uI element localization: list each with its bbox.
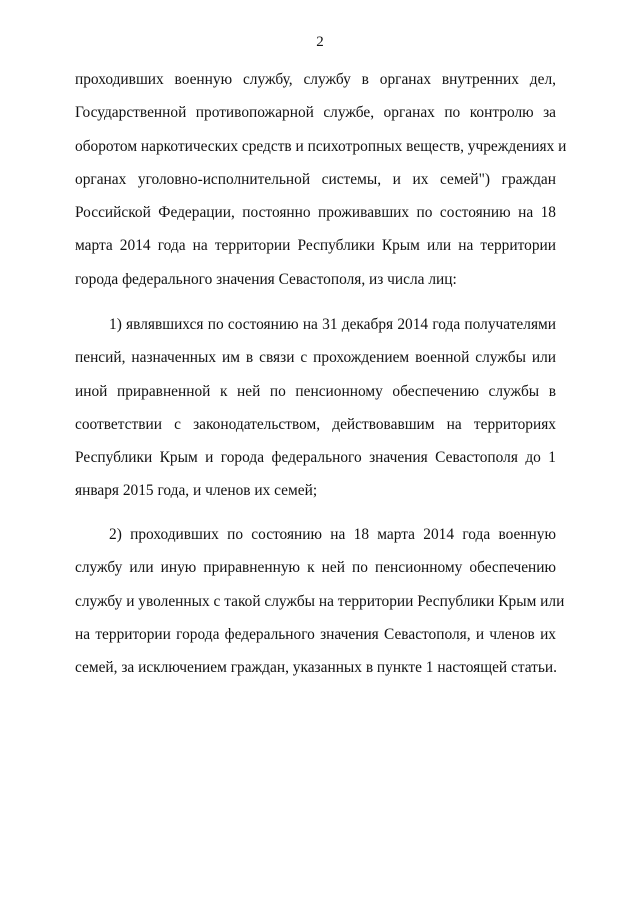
text-line: января 2015 года, и членов их семей; (75, 482, 318, 500)
text-line: города федерального значения Севастополя, из числа лиц: (75, 270, 457, 288)
text-line: на территории города федерального значения Севастополя, и членов их (75, 625, 556, 643)
paragraph-continuation (75, 63, 567, 296)
text-line: иной приравненной к ней по пенсионному обеспечению службы в (75, 382, 556, 400)
paragraph-item-1 (75, 308, 556, 508)
text-line: оборотом наркотических средств и психотропных веществ, учреждениях и (75, 137, 567, 155)
text-line: проходивших военную службу, службу в органах внутренних дел, (75, 71, 556, 88)
text-line: Республики Крым и города федерального значения Севастополя до 1 (75, 449, 556, 467)
text-line: 2) проходивших по состоянию на 18 марта 2014 года военную (109, 526, 556, 543)
text-line: Российской Федерации, постоянно проживавших по состоянию на 18 (75, 204, 556, 222)
text-line: соответствии с законодательством, действовавшим на территориях (75, 415, 556, 433)
text-line: Государственной противопожарной службе, органах по контролю за (75, 104, 556, 122)
text-line: марта 2014 года на территории Республики Крым или на территории (75, 237, 556, 255)
paragraph-item-2 (75, 518, 565, 684)
text-line: службу или иную приравненную к ней по пенсионному обеспечению (75, 559, 556, 577)
text-line: семей, за исключением граждан, указанных в пункте 1 настоящей статьи. (75, 659, 557, 677)
page-number: 2 (316, 34, 324, 50)
text-line: службу и уволенных с такой службы на территории Республики Крым или (75, 592, 565, 610)
text-line: пенсий, назначенных им в связи с прохождением военной службы или (75, 349, 556, 367)
text-line: 1) являвшихся по состоянию на 31 декабря 2014 года получателями (109, 316, 556, 333)
text-line: органах уголовно-исполнительной системы, и их семей") граждан (75, 170, 556, 188)
